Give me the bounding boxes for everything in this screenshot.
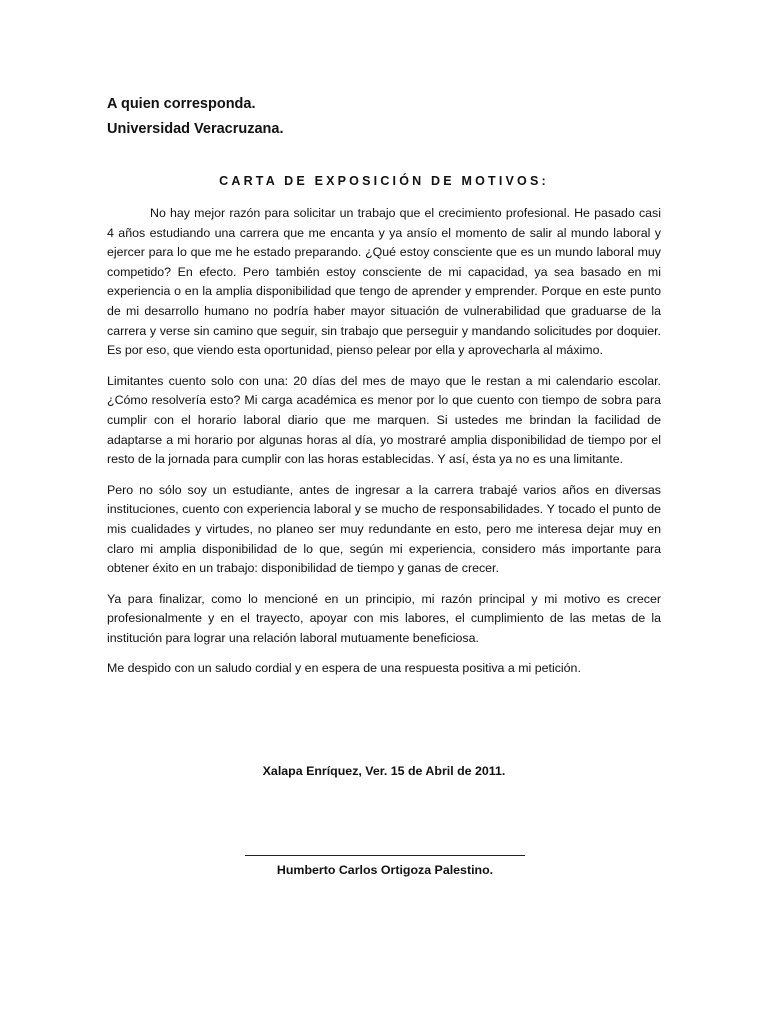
signature-line [245,855,525,856]
body-paragraph: Limitantes cuento solo con una: 20 días del mes de mayo que le restan a mi calendario escolar. ¿Cómo resolvería esto? Mi carga académica es menor por lo que cuento con tiempo de sobra para cumplir con el horario laboral diario que me marquen. Si ustedes me brindan la facilidad de adaptarse a mi horario por algunas horas al día, yo mostraré amplia disponibilidad de tiempo por el resto de la jornada para cumplir con las horas establecidas. Y así, ésta ya no es una limitante. [107,373,661,467]
recipient-line: A quien corresponda. [107,96,256,112]
body-paragraph: Pero no sólo soy un estudiante, antes de ingresar a la carrera trabajé varios años en diversas instituciones, cuento con experiencia laboral y se mucho de responsabilidades. Y tocado el punto de mis cualidades y virtudes, no planeo ser muy redundante en esto, pero me interesa dejar muy en claro mi amplia disponibilidad de lo que, según mi experiencia, considero más importante para obtener éxito en un trabajo: disponibilidad de tiempo y ganas de crecer. [107,482,661,576]
body-paragraph: Ya para finalizar, como lo mencioné en un principio, mi razón principal y mi motivo es crecer profesionalmente y en el trayecto, apoyar con mis labores, el cumplimiento de las metas de la institución para lograr una relación laboral mutuamente beneficiosa. [107,591,661,645]
recipient-block [107,92,284,142]
body-paragraph: No hay mejor razón para solicitar un trabajo que el crecimiento profesional. He pasado casi 4 años estudiando una carrera que me encanta y ya ansío el momento de salir al mundo laboral y ejercer para lo que me he estado preparando. ¿Qué estoy consciente que es un mundo laboral muy competido? En efecto. Pero también estoy consciente de mi capacidad, ya sea basado en mi experiencia o en la amplia disponibilidad que tengo de aprender y emprender. Porque en este punto de mi desarrollo humano no podría haber mayor situación de vulnerabilidad que graduarse de la carrera y verse sin camino que seguir, sin trabajo que perseguir y mandando solicitudes por doquier. Es por eso, que viendo esta oportunidad, pienso pelear por ella y aprovecharla al máximo. [107,206,661,358]
closing-paragraph: Me despido con un saludo cordial y en espera de una respuesta positiva a mi petición. [107,661,581,676]
signer-name: Humberto Carlos Ortigoza Palestino. [276,863,494,877]
place-date: Xalapa Enríquez, Ver. 15 de Abril de 2011. [262,764,506,778]
recipient-institution: Universidad Veracruzana. [107,121,284,137]
letter-body [107,204,661,690]
letter-title: CARTA DE EXPOSICIÓN DE MOTIVOS: [219,174,549,188]
